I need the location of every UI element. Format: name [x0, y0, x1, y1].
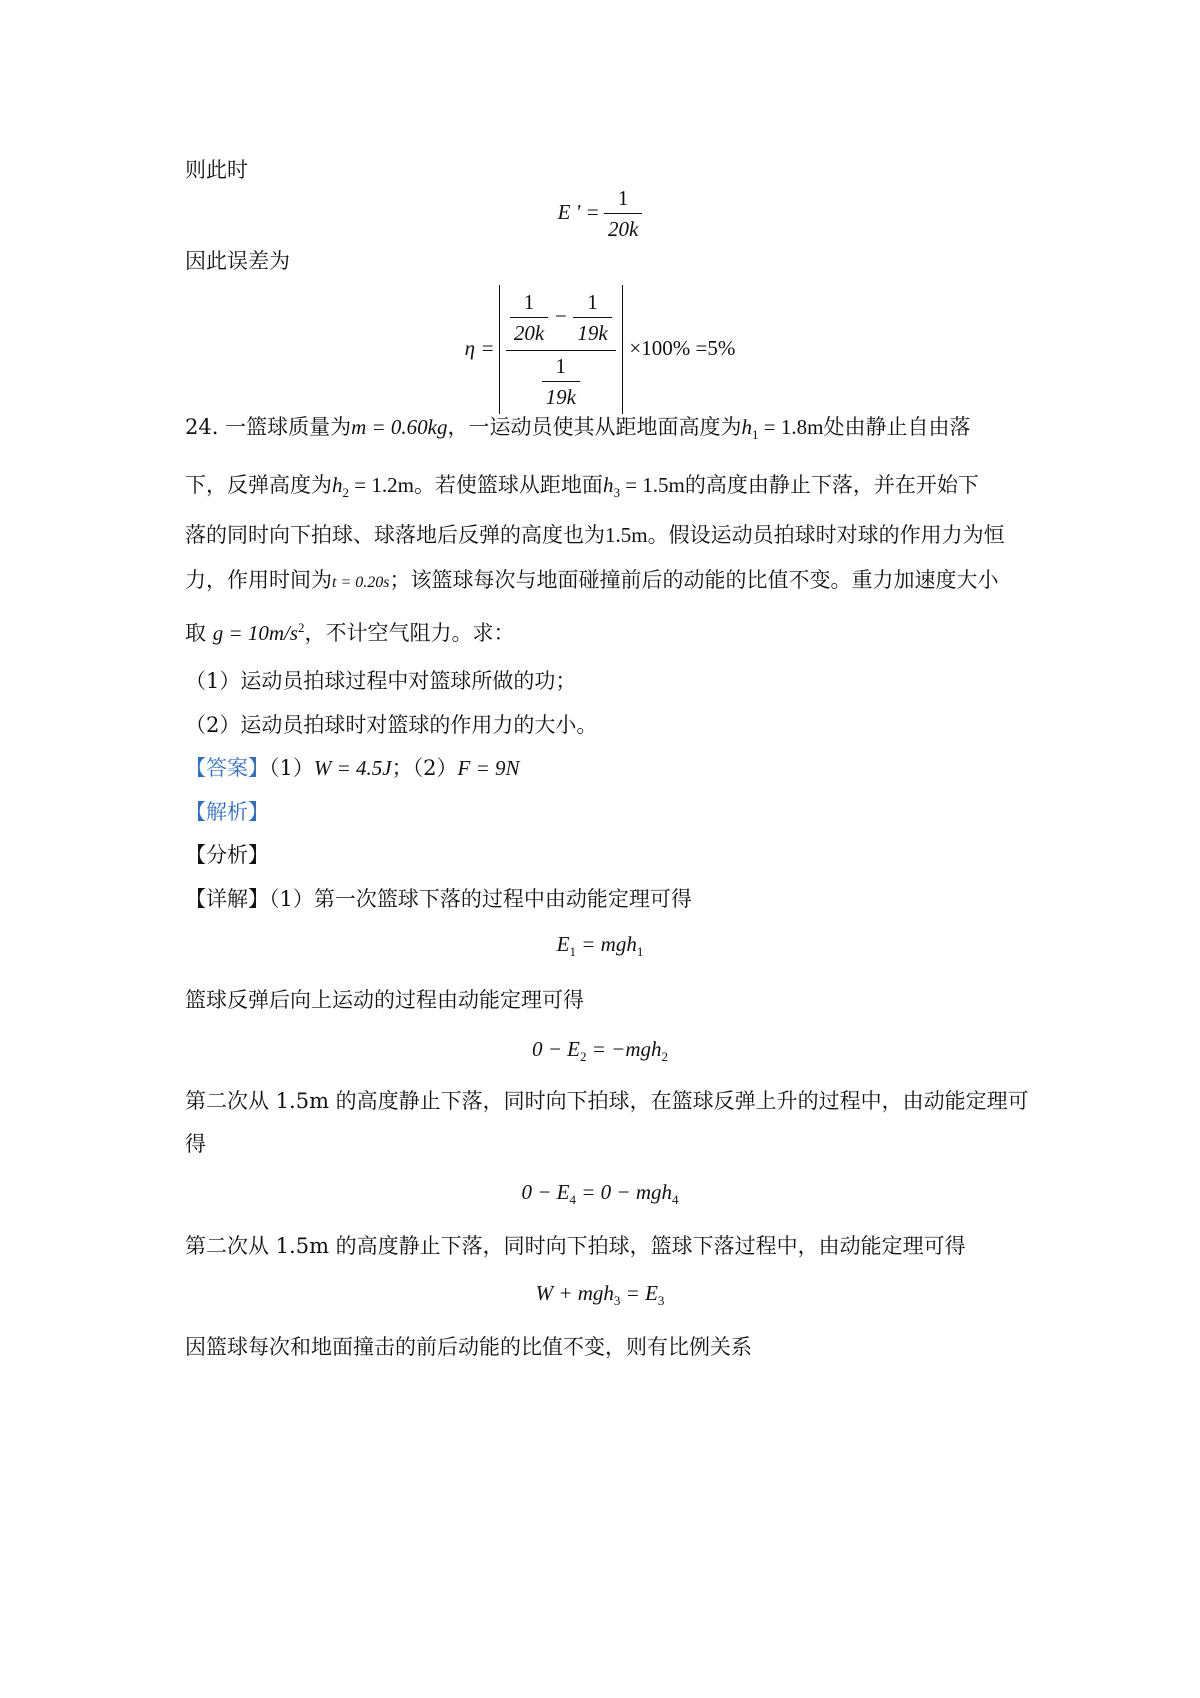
equation-3: $0 - E_4 = 0 - mgh_4$ — [521, 1180, 679, 1207]
sub-question-2: （2）运动员拍球时对篮球的作用力的大小。 — [185, 713, 598, 737]
eta-tail: ×100% =5% — [629, 336, 736, 360]
question-line-2: 下，反弹高度为$h_2 = 1.2m$。若使篮球从距地面$h_3 = 1.5m$的高度由静止下落，并在开始下 — [185, 473, 979, 500]
fraction-outer: $\frac{1}{20k}$ − $\frac{1}{19k}$ $\frac{1}{19k}$ — [506, 287, 616, 412]
text-rebound: 篮球反弹后向上运动的过程由动能定理可得 — [185, 988, 584, 1012]
question-line-4: 力，作用时间为t = 0.20s；该篮球每次与地面碰撞前后的动能的比值不变。重力加速度大小 — [185, 568, 999, 592]
text-second-c: 第二次从 1.5m 的高度静止下落，同时向下拍球，篮球下落过程中，由动能定理可得 — [185, 1234, 966, 1258]
question-line-1: 24. 一篮球质量为m = 0.60kg，一运动员使其从距地面高度为$h_1 = 1.8m$处由静止自由落 — [185, 415, 971, 442]
equation-eta: η = $\frac{1}{20k}$ − $\frac{1}{19k}$ $\frac{1}{19k}$ ×100% =5% — [0, 285, 1200, 414]
answer-line: 【答案】（1）W = 4.5J；（2）F = 9N — [185, 756, 520, 780]
equation-e-prime: E ' = $\frac{1}{20k}$ — [0, 183, 1200, 244]
question-line-3: 落的同时向下拍球、球落地后反弹的高度也为1.5m。假设运动员拍球时对球的作用力为恒 — [185, 523, 1005, 547]
answer-tag: 【答案】 — [185, 756, 269, 780]
e-prime-lhs: E ' — [557, 200, 581, 224]
eta-symbol: η — [464, 336, 476, 360]
fraction-f3: $\frac{1}{19k}$ — [542, 351, 580, 412]
text-error-intro: 因此误差为 — [185, 249, 290, 273]
text-second-b: 得 — [185, 1132, 206, 1156]
equation-4: $W + mgh_3 = E_3$ — [535, 1281, 665, 1308]
question-line-5: 取 $g = 10m/s^2$，不计空气阻力。求： — [185, 620, 515, 645]
absolute-value — [499, 285, 623, 414]
equation-1: $E_1 = mgh_1$ — [556, 932, 644, 959]
detail-line: 【详解】（1）第一次篮球下落的过程中由动能定理可得 — [185, 887, 692, 911]
text-second-a: 第二次从 1.5m 的高度静止下落，同时向下拍球，在篮球反弹上升的过程中，由动能定理可 — [185, 1089, 1029, 1113]
text-ratio: 因篮球每次和地面撞击的前后动能的比值不变，则有比例关系 — [185, 1335, 752, 1359]
analysis-tag: 【解析】 — [185, 800, 269, 824]
equation-2: $0 - E_2 = -mgh_2$ — [531, 1037, 668, 1064]
sub-question-1: （1）运动员拍球过程中对篮球所做的功； — [185, 669, 577, 693]
text-then: 则此时 — [185, 158, 248, 182]
fraction-f1: $\frac{1}{20k}$ — [510, 287, 548, 348]
fraction-e-prime: $\frac{1}{20k}$ — [604, 183, 642, 244]
fraction-f2: $\frac{1}{19k}$ — [573, 287, 611, 348]
fenxi-tag: 【分析】 — [185, 843, 269, 867]
